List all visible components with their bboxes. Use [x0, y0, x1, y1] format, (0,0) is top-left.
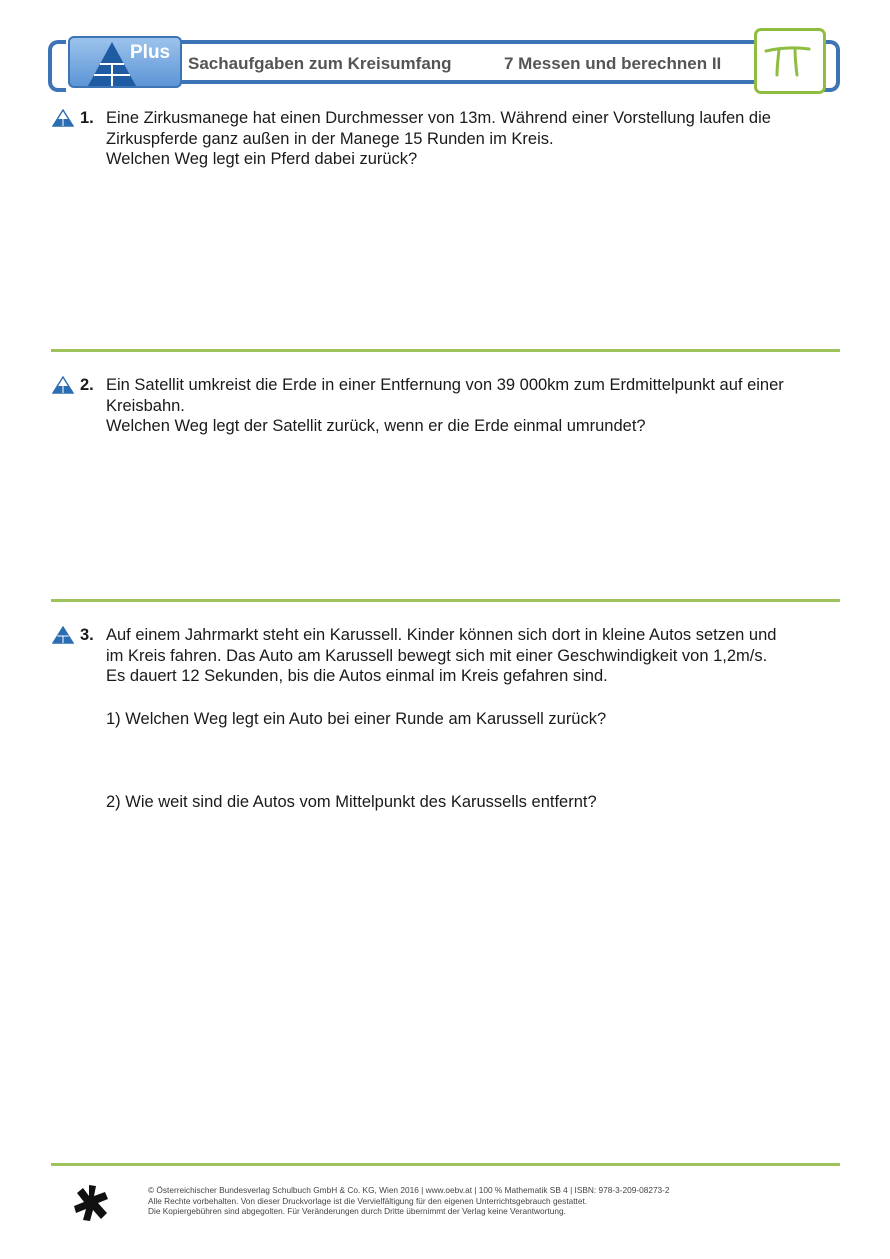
header-bracket-left	[48, 40, 66, 92]
task-text	[106, 108, 852, 170]
task-number: 2.	[80, 376, 94, 394]
page-header	[48, 34, 840, 92]
difficulty-pyramid-icon	[52, 109, 74, 127]
pi-symbol-box	[754, 28, 826, 94]
header-rule-bottom	[178, 80, 826, 84]
task-line: Kreisbahn.	[106, 396, 185, 415]
plus-logo	[68, 36, 182, 88]
section-divider	[51, 599, 840, 602]
task-line: Zirkuspferde ganz außen in der Manege 15 Runden im Kreis.	[106, 129, 554, 148]
footer-divider	[51, 1163, 840, 1166]
task-line: Ein Satellit umkreist die Erde in einer Entfernung von 39 000km zum Erdmittelpunkt auf einer	[106, 376, 784, 394]
task-text	[106, 375, 852, 437]
sub-question-2: 2) Wie weit sind die Autos vom Mittelpunkt des Karussells entfernt?	[106, 793, 597, 811]
task-text	[106, 625, 852, 687]
task-line: im Kreis fahren. Das Auto am Karussell bewegt sich mit einer Geschwindigkeit von 1,2m/s.	[106, 646, 768, 665]
footer-line: Alle Rechte vorbehalten. Von dieser Druckvorlage ist die Vervielfältigung für den eigenen Unterrichtsgebrauch gestattet.	[148, 1195, 588, 1206]
difficulty-pyramid-icon	[52, 376, 74, 394]
task-line: Auf einem Jahrmarkt steht ein Karussell. Kinder können sich dort in kleine Autos setzen und	[106, 626, 777, 644]
footer-line: © Österreichischer Bundesverlag Schulbuch GmbH & Co. KG, Wien 2016 | www.oebv.at | 100 % Mathematik SB 4 | ISBN: 978-3-209-08273-2	[148, 1185, 670, 1195]
difficulty-pyramid-icon	[52, 626, 74, 644]
chapter-title: 7 Messen und berechnen II	[504, 54, 722, 73]
task-line: Eine Zirkusmanege hat einen Durchmesser von 13m. Während einer Vorstellung laufen die	[106, 109, 771, 127]
footer-line: Die Kopiergebühren sind abgegolten. Für Veränderungen durch Dritte übernimmt der Verlag keine Verantwortung.	[148, 1206, 566, 1216]
section-divider	[51, 349, 840, 352]
task-number: 3.	[80, 626, 94, 644]
footer-copyright	[148, 1185, 670, 1217]
task-line: Es dauert 12 Sekunden, bis die Autos einmal im Kreis gefahren sind.	[106, 667, 608, 685]
header-rule-top	[178, 40, 826, 44]
task-number: 1.	[80, 109, 94, 127]
pi-icon	[757, 31, 817, 85]
page-title: Sachaufgaben zum Kreisumfang	[188, 54, 452, 73]
task-line: Welchen Weg legt ein Pferd dabei zurück?	[106, 150, 418, 168]
logo-label: Plus	[130, 42, 171, 63]
sub-question-1: 1) Welchen Weg legt ein Auto bei einer Runde am Karussell zurück?	[106, 710, 607, 728]
publisher-logo-icon	[72, 1183, 112, 1223]
task-line: Welchen Weg legt der Satellit zurück, wenn er die Erde einmal umrundet?	[106, 417, 646, 435]
